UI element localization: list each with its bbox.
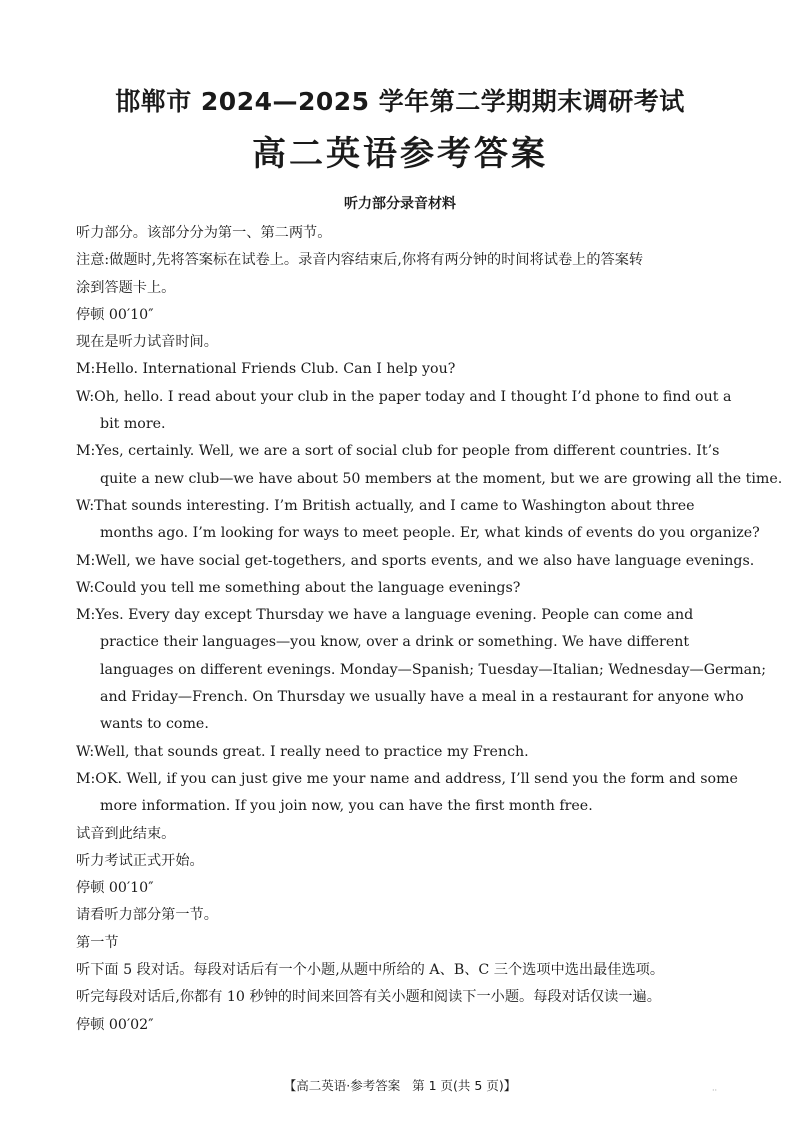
dialogue-line: M:Yes. Every day except Thursday we have a language evening. People can come and	[76, 607, 694, 624]
corner-mark: ··	[712, 1086, 718, 1095]
dialogue-line: languages on different evenings. Monday—Spanish; Tuesday—Italian; Wednesday—German;	[100, 661, 767, 678]
dialogue-line: M:Well, we have social get-togethers, and sports events, and we also have language evenings.	[76, 552, 755, 569]
dialogue-line: practice their languages—you know, over a drink or something. We have different	[100, 634, 690, 651]
text-line: 试音到此结束。	[76, 825, 176, 842]
text-line: 注意:做题时,先将答案标在试卷上。录音内容结束后,你将有两分钟的时间将试卷上的答案转	[76, 252, 644, 269]
text-line: 听力部分。该部分分为第一、第二两节。	[76, 225, 332, 241]
answer-key-title: 高二英语参考答案	[252, 134, 548, 174]
text-line: 听力考试正式开始。	[76, 852, 204, 869]
dialogue-line: W:Well, that sounds great. I really need to practice my French.	[76, 743, 529, 760]
dialogue-line: M:Hello. International Friends Club. Can I help you?	[76, 361, 456, 378]
dialogue-line: bit more.	[100, 416, 166, 433]
pause-line: 停顿 00′10″	[76, 880, 154, 897]
exam-title: 邯郸市 2024—2025 学年第二学期期末调研考试	[115, 87, 685, 116]
transcript-body	[76, 220, 783, 1039]
dialogue-line: wants to come.	[100, 716, 209, 733]
dialogue-line	[76, 384, 732, 411]
text-line: 现在是听力试音时间。	[76, 334, 218, 351]
instruction-line: 听下面 5 段对话。每段对话后有一个小题,从题中所给的 A、B、C 三个选项中选出最佳选项。	[76, 962, 665, 979]
section-title: 听力部分录音材料	[344, 196, 456, 212]
dialogue-line: and Friday—French. On Thursday we usually have a meal in a restaurant for anyone who	[100, 689, 744, 706]
pause-line: 停顿 00′10″	[76, 306, 154, 323]
dialogue-line: months ago. I’m looking for ways to meet people. Er, what kinds of events do you organize?	[100, 525, 760, 542]
page-footer: 【高二英语·参考答案 第 1 页(共 5 页)】	[283, 1078, 517, 1093]
dialogue-text: W:Oh, hello. I read about your club in the paper today and I thought I’d phone to find out a	[76, 388, 732, 405]
instruction-line: 听完每段对话后,你都有 10 秒钟的时间来回答有关小题和阅读下一小题。每段对话仅读一遍。	[76, 989, 661, 1006]
text-line: 请看听力部分第一节。	[76, 907, 218, 924]
dialogue-line: more information. If you join now, you can have the first month free.	[100, 798, 593, 815]
section-label: 第一节	[76, 934, 119, 951]
pause-line: 停顿 00′02″	[76, 1016, 154, 1033]
dialogue-line: W:Could you tell me something about the language evenings?	[76, 579, 521, 596]
dialogue-line: W:That sounds interesting. I’m British actually, and I came to Washington about three	[76, 497, 695, 514]
text-line: 涂到答题卡上。	[76, 279, 176, 296]
dialogue-line: M:OK. Well, if you can just give me your name and address, I’ll send you the form and some	[76, 770, 738, 787]
dialogue-line: quite a new club—we have about 50 members at the moment, but we are growing all the time.	[100, 470, 783, 487]
dialogue-line: M:Yes, certainly. Well, we are a sort of social club for people from different countries. It’s	[76, 443, 720, 460]
